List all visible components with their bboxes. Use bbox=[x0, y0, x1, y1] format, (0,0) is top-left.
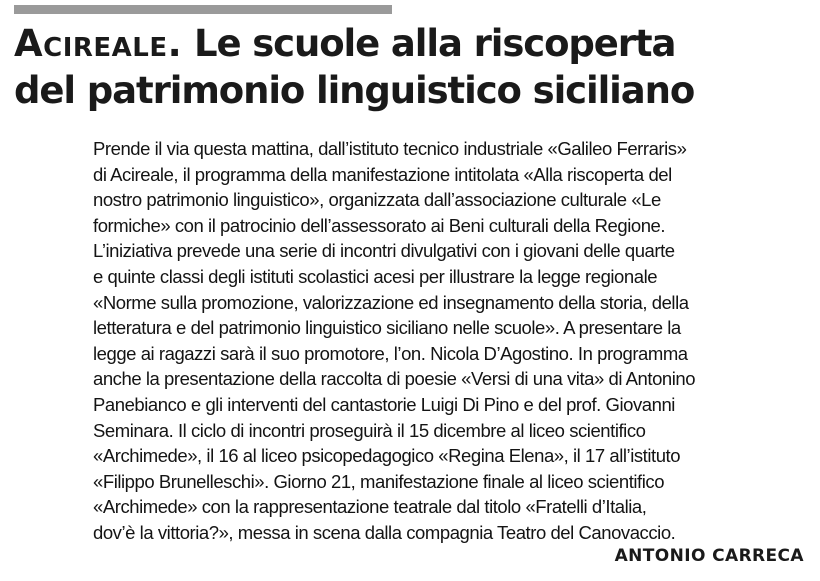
body-line: «Archimede», il 16 al liceo psicopedagogico «Regina Elena», il 17 all’istituto bbox=[93, 445, 681, 467]
headline-title-line2: del patrimonio linguistico siciliano bbox=[14, 69, 695, 112]
author-byline: ANTONIO CARRECA bbox=[614, 546, 804, 566]
body-line: anche la presentazione della raccolta di poesie «Versi di una vita» di Antonino bbox=[93, 368, 696, 390]
headline-kicker: Acireale. bbox=[14, 22, 183, 65]
body-line: «Archimede» con la rappresentazione teatrale dal titolo «Fratelli d’Italia, bbox=[93, 496, 647, 518]
top-rule bbox=[14, 5, 392, 14]
body-line: letteratura e del patrimonio linguistico siciliano nelle scuole». A presentare la bbox=[93, 317, 681, 339]
body-line: nostro patrimonio linguistico», organizzata dall’associazione culturale «Le bbox=[93, 189, 661, 211]
headline-title-line1: Le scuole alla riscoperta bbox=[193, 22, 676, 65]
body-line: «Norme sulla promozione, valorizzazione ed insegnamento della storia, della bbox=[93, 291, 689, 313]
body-line: dov’è la vittoria?», messa in scena dalla compagnia Teatro del Canovaccio. bbox=[93, 521, 676, 543]
article-headline bbox=[14, 20, 814, 114]
body-line: «Filippo Brunelleschi». Giorno 21, manifestazione finale al liceo scientifico bbox=[93, 470, 665, 492]
body-line: Panebianco e gli interventi del cantastorie Luigi Di Pino e del prof. Giovanni bbox=[93, 393, 675, 415]
body-line: di Acireale, il programma della manifestazione intitolata «Alla riscoperta del bbox=[93, 163, 672, 185]
body-line: legge ai ragazzi sarà il suo promotore, l’on. Nicola D’Agostino. In programma bbox=[93, 342, 688, 364]
body-line: Seminara. Il ciclo di incontri proseguirà il 15 dicembre al liceo scientifico bbox=[93, 419, 646, 441]
body-line: e quinte classi degli istituti scolastici acesi per illustrare la legge regionale bbox=[93, 265, 658, 287]
body-line: Prende il via questa mattina, dall’istituto tecnico industriale «Galileo Ferraris» bbox=[93, 138, 687, 159]
body-line: L’iniziativa prevede una serie di incontri divulgativi con i giovani delle quarte bbox=[93, 240, 675, 262]
body-line: formiche» con il patrocinio dell’assessorato ai Beni culturali della Regione. bbox=[93, 214, 666, 236]
article-body bbox=[93, 136, 805, 546]
